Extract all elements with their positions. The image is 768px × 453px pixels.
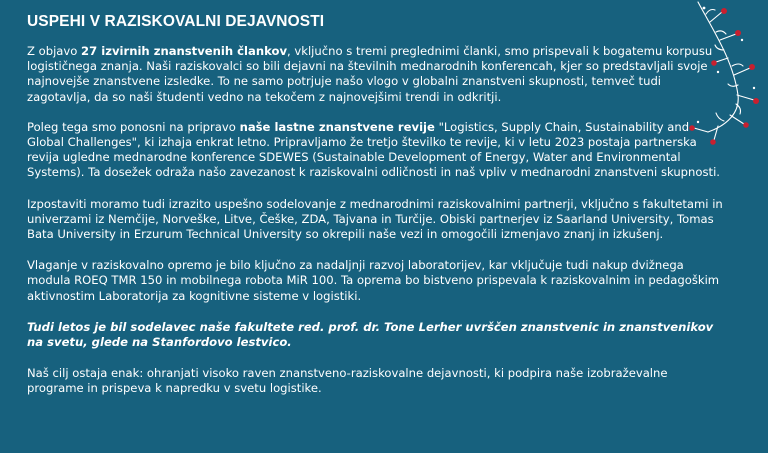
berry-8 — [689, 125, 695, 131]
paragraph-stanford-ranking: Tudi letos je bil sodelavec naše fakultete red. prof. dr. Tone Lerher uvrščen znanstvenic in znanstvenikov na svetu, glede na Stanfordovo lestvico. — [27, 319, 714, 350]
berry-4 — [749, 64, 755, 70]
p1-bold: 27 izvirnih znanstvenih člankov — [81, 44, 288, 58]
berry-6 — [743, 122, 749, 128]
p2-post: "Logistics, Supply Chain, Sustainability and Global Challenges", ki izhaja enkrat letno. Pripravljamo že tretjo številko te revije, ki v letu 2023 postaja partnerska revija ugledne mednarodne konference SDEWES (Sustainable Development of Energy, Water and Environmental Systems). Ta dosežek odraža našo zavezanost k raziskovalni odličnosti in naš vpliv v mednarodni znanstveni skupnosti. — [27, 119, 720, 180]
leaf-1 — [706, 10, 715, 15]
snow-dot-5 — [697, 121, 699, 123]
p2-pre: Poleg tega smo ponosni na pripravo — [27, 119, 240, 134]
paragraph-goal: Naš cilj ostaja enak: ohranjati visoko raven znanstveno-raziskovalne dejavnosti, ki podpira naše izobraževalne programe in prispeva k napredku v svetu logistike. — [27, 366, 668, 396]
paragraph-journal — [27, 120, 727, 181]
page-title: USPEHI V RAZISKOVALNI DEJAVNOSTI — [27, 13, 325, 30]
branch-twig-8 — [694, 128, 708, 132]
paragraph-partners: Izpostaviti moramo tudi izrazito uspešno sodelovanje z mednarodnimi raziskovalnimi partnerji, vključno s fakultetami in univerzami iz Nemčije, Norveške, Litve, Češke, ZDA, Tajvana in Turčije. Obiski partnerjev iz Saarland University, Tomas Bata University in Erzurum Technical University so okrepili naše vezi in omogočili izmenjavo znanj in izkušenj. — [27, 196, 723, 242]
p1-post: , vključno s tremi preglednimi članki, smo prispevali k bogatemu korpusu logističnega znanja. Naši raziskovalci so bili dejavni na številnih mednarodnih konferencah, kjer so predstavljali svoje najnovejše znanstvene izsledke. To ne samo potrjuje našo vlogo v globalni znanstveni skupnosti, temveč tudi zagotavlja, da so naši študenti vedno na tekočem z najnovejšimi trendi in odkritji. — [27, 44, 713, 104]
leaf-4 — [732, 64, 743, 66]
leaf-2 — [716, 31, 726, 34]
paragraph-equipment: Vlaganje v raziskovalno opremo je bilo ključno za nadaljnji razvoj laboratorijev, kar vključuje tudi nakup dvižnega modula ROEQ TMR 150 in mobilnega robota MiR 100. Ta oprema bo bistveno prispevala k raziskovalnim in pedagoškim aktivnostim Laboratorija za kognitivne sisteme v logistiki. — [27, 258, 720, 303]
berry-1 — [721, 8, 727, 14]
leaf-7 — [716, 113, 724, 121]
snow-dot-1 — [703, 7, 706, 10]
article-body — [27, 44, 727, 412]
berry-3 — [711, 60, 717, 66]
branch-twig-5 — [737, 95, 754, 100]
berry-7 — [710, 139, 716, 145]
branch-twig-1 — [710, 12, 722, 22]
berry-branch-icon — [658, 0, 768, 150]
branch-twig-6 — [730, 115, 744, 124]
snow-dot-3 — [717, 71, 719, 73]
p1-pre: Z objavo — [27, 44, 82, 58]
paragraph-publications — [27, 44, 727, 105]
branch-twig-4 — [734, 68, 750, 75]
branch-twig-3 — [716, 58, 728, 62]
snow-dot-4 — [753, 87, 755, 89]
berry-5 — [753, 98, 759, 104]
branch-main — [698, 2, 738, 132]
berry-2 — [735, 30, 741, 36]
snow-dot-2 — [741, 39, 743, 41]
branch-twig-2 — [720, 34, 736, 40]
p2-bold: naše lastne znanstvene revije — [239, 119, 435, 134]
